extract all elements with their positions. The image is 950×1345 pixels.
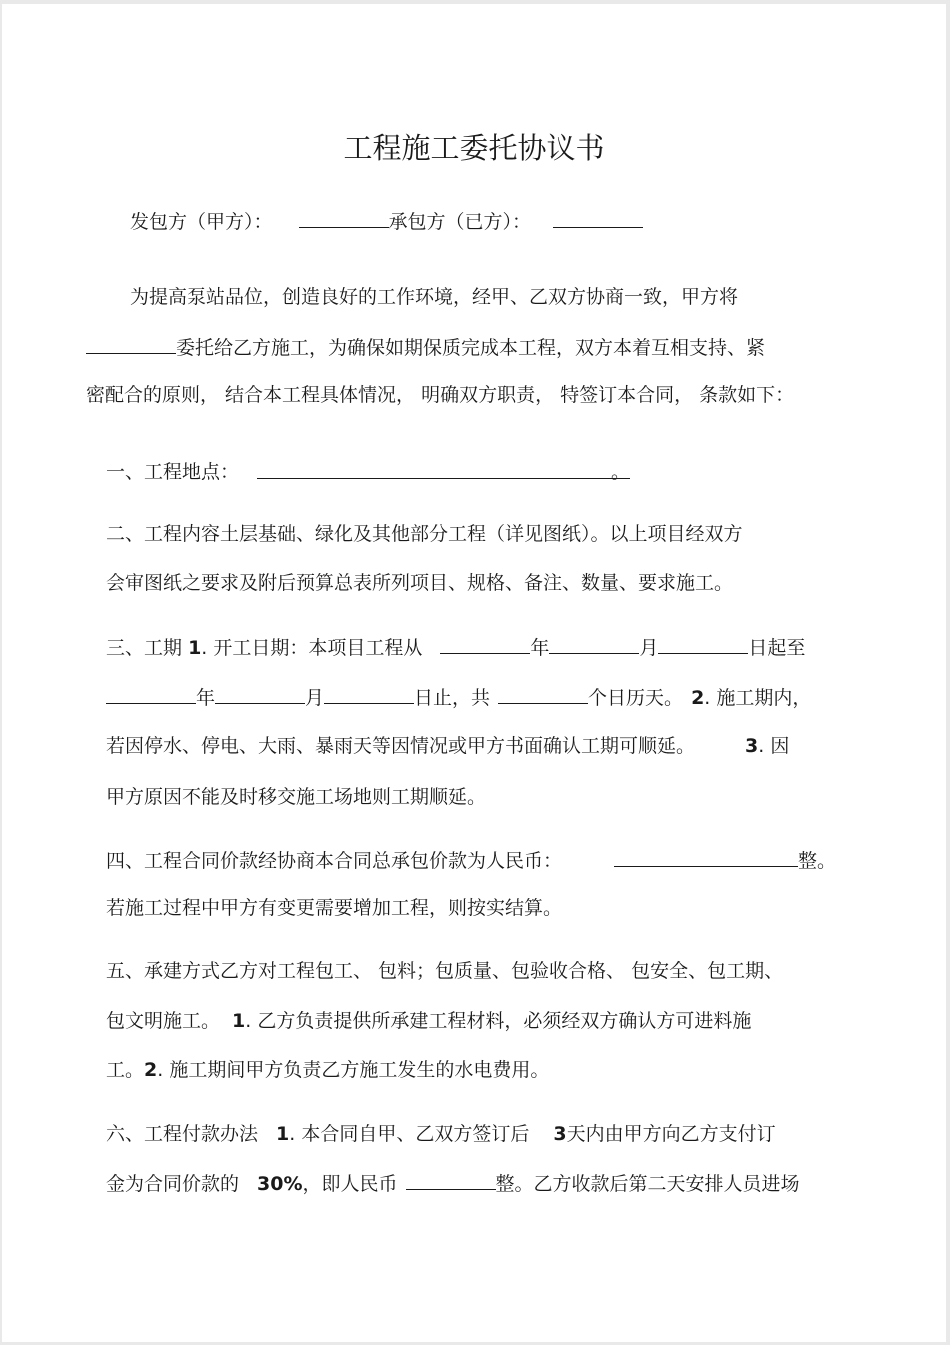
rmb-text: ，即人民币: [302, 1173, 398, 1195]
intro-line-2: [86, 334, 765, 361]
contract-price-text: 四、工程合同价款经协商本合同总承包价款为人民币：: [106, 850, 563, 872]
intro-line-1: 为提高泵站品位，创造良好的工作环境，经甲、乙双方协商一致，甲方将: [130, 286, 739, 308]
extension-cause-text: . 因: [758, 735, 790, 757]
deposit-text: 天内由甲方向乙方支付订: [566, 1123, 776, 1145]
party-a-blank: [299, 208, 389, 228]
location-end: 。: [611, 461, 631, 483]
section-5-line-3: [106, 1057, 549, 1083]
price-blank: [614, 847, 798, 867]
civilized-construction-text: 包文明施工。: [106, 1010, 221, 1032]
page-title: 工程施工委托协议书: [343, 131, 605, 165]
signing-text: . 本合同自甲、乙双方签订后: [289, 1123, 530, 1145]
deposit-percent-text: 金为合同价款的: [106, 1173, 240, 1195]
item-number: 2: [691, 687, 705, 709]
section-4-line-1: [106, 847, 836, 874]
materials-text: . 乙方负责提供所承建工程材料，必须经双方确认方可进料施: [245, 1010, 752, 1032]
utilities-text: . 施工期间甲方负责乙方施工发生的水电费用。: [157, 1059, 550, 1081]
item-number: 3: [745, 735, 759, 757]
section-1-label: 一、工程地点：: [106, 461, 240, 483]
year-label: 年: [196, 687, 216, 709]
total-days-blank: [498, 684, 588, 704]
intro-line-3: 密配合的原则， 结合本工程具体情况， 明确双方职责， 特签订本合同， 条款如下：: [86, 384, 795, 406]
section-4-line-2: 若施工过程中甲方有变更需要增加工程，则按实结算。: [106, 897, 563, 919]
parties-line: [130, 208, 643, 235]
section-3-label: 三、工期: [106, 637, 183, 659]
section-5-line-2: [106, 1008, 751, 1034]
end-day-blank: [324, 684, 414, 704]
project-name-blank: [86, 334, 176, 354]
start-day-blank: [658, 634, 748, 654]
section-6-label: 六、工程付款办法: [106, 1123, 259, 1145]
item-number: 1: [188, 637, 202, 659]
document-page: [2, 4, 946, 1342]
deposit-percent: 30%: [257, 1173, 303, 1195]
price-end: 整。: [798, 850, 837, 872]
construction-period-text: . 施工期内，: [704, 687, 812, 709]
days-number: 3: [553, 1123, 567, 1145]
day-to-label: 日止，共: [414, 687, 491, 709]
year-label: 年: [530, 637, 550, 659]
section-5-line-1: 五、承建方式乙方对工程包工、 包料；包质量、包验收合格、 包安全、包工期、: [106, 960, 784, 982]
item-number: 1: [276, 1123, 290, 1145]
section-2-line-2: 会审图纸之要求及附后预算总表所列项目、规格、备注、数量、要求施工。: [106, 572, 734, 594]
section-2-line-1: 二、工程内容土层基础、绿化及其他部分工程（详见图纸）。以上项目经双方: [106, 523, 743, 545]
item-number: 2: [144, 1059, 158, 1081]
section-6-line-2: [106, 1170, 800, 1197]
start-year-blank: [440, 634, 530, 654]
extension-text: 若因停水、停电、大雨、暴雨天等因情况或甲方书面确认工期可顺延。: [106, 735, 696, 757]
intro-line-2-text: 委托给乙方施工，为确保如期保质完成本工程，双方本着互相支持、紧: [176, 337, 766, 359]
construction-text: 工。: [106, 1059, 145, 1081]
item-number: 1: [232, 1010, 246, 1032]
section-3-line-1: [106, 634, 805, 661]
entry-text: 整。乙方收款后第二天安排人员进场: [495, 1173, 800, 1195]
section-6-line-1: [106, 1121, 776, 1147]
section-3-line-4: 甲方原因不能及时移交施工场地则工期顺延。: [106, 786, 487, 808]
start-month-blank: [549, 634, 639, 654]
section-3-line-2: [106, 684, 811, 711]
calendar-days-label: 个日历天。: [588, 687, 684, 709]
party-b-label: 承包方（已方）：: [388, 211, 532, 233]
month-label: 月: [305, 687, 325, 709]
section-1-location: [106, 459, 630, 485]
month-label: 月: [639, 637, 659, 659]
party-b-blank: [553, 208, 643, 228]
location-blank: [257, 459, 631, 483]
day-from-label: 日起至: [748, 637, 806, 659]
end-month-blank: [215, 684, 305, 704]
end-year-blank: [106, 684, 196, 704]
start-date-text: . 开工日期：本项目工程从: [201, 637, 423, 659]
section-3-line-3: [106, 733, 789, 759]
party-a-label: 发包方（甲方）：: [130, 211, 273, 233]
deposit-amount-blank: [406, 1170, 496, 1190]
